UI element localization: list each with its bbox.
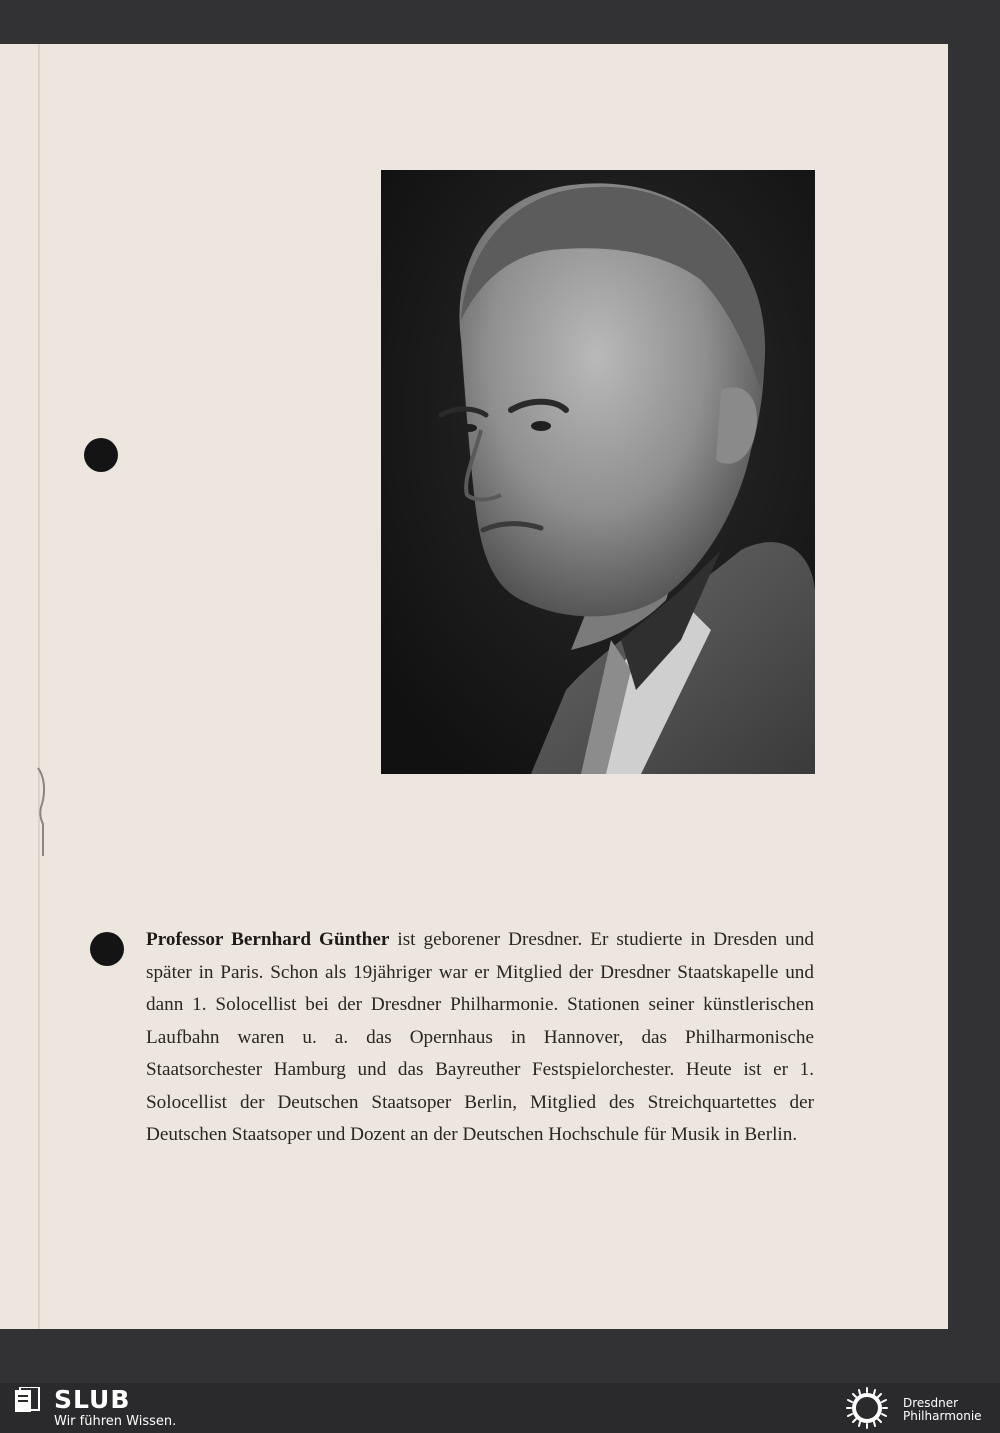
library-tagline: Wir führen Wissen.: [54, 1414, 177, 1429]
punch-hole: [84, 438, 118, 472]
partner-name-line2: Philharmonie: [903, 1409, 982, 1423]
dresdner-philharmonie-logo-icon: [842, 1386, 892, 1430]
slub-logo-icon: [14, 1387, 40, 1415]
bio-name: Professor Bernhard Günther: [146, 929, 390, 950]
partner-name: [903, 1397, 982, 1423]
portrait-photo: [381, 170, 815, 774]
library-name: SLUB: [54, 1385, 131, 1414]
biography-paragraph: [146, 924, 814, 1152]
punch-hole: [90, 932, 124, 966]
staple: [34, 766, 48, 858]
page-fold: [38, 44, 40, 1329]
partner-name-line1: Dresdner: [903, 1396, 959, 1410]
bio-text: ist geborener Dresdner. Er studierte in Dresden und später in Paris. Schon als 19jähriger war er Mitglied der Dresdner Staatskapelle und dann 1. Solocellist bei der Dresdner Philharmonie. Stationen seiner künstlerischen Laufbahn waren u. a. das Opernhaus in Hannover, das Philharmonische Staatsorchester Hamburg und das Bayreuther Festspielorchester. Heute ist er 1. Solocellist der Deutschen Staatsoper Berlin, Mitglied des Streichquartettes der Deutschen Staatsoper und Dozent an der Deutschen Hochschule für Musik in Berlin.: [146, 929, 815, 1145]
